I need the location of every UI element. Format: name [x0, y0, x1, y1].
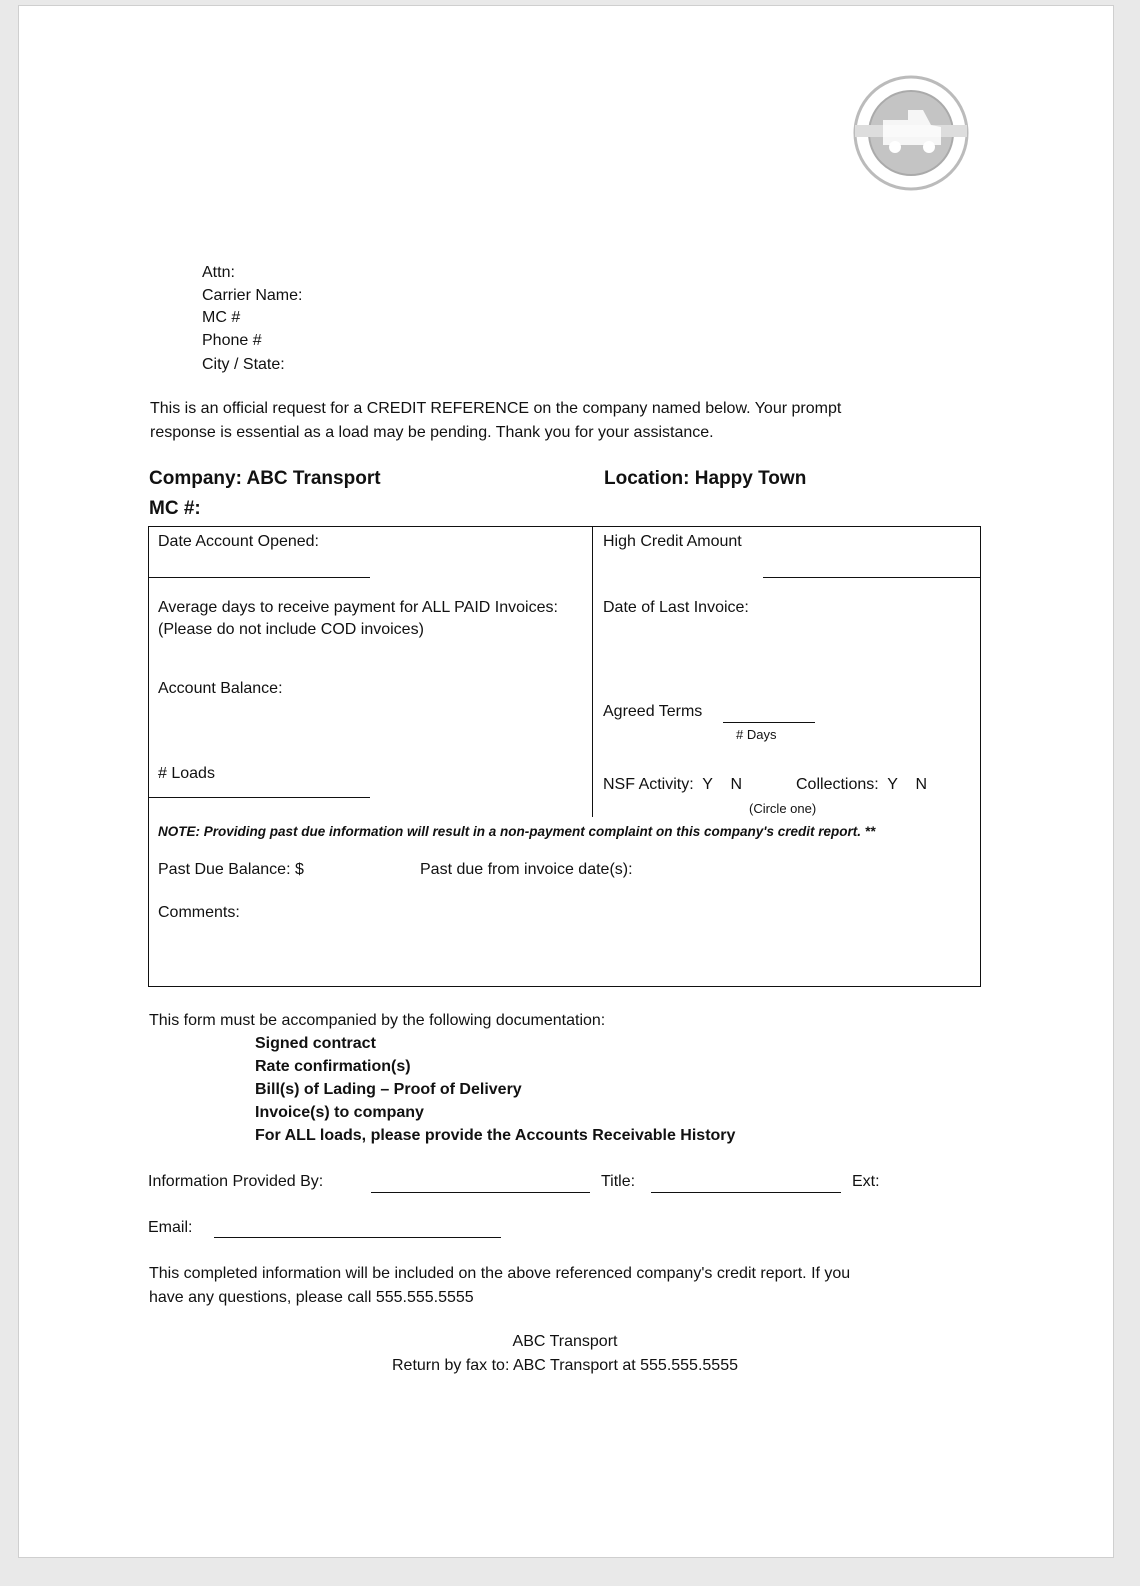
footer-fax: Return by fax to: ABC Transport at 555.555.5555: [392, 1357, 738, 1374]
attn-label: Attn:: [202, 264, 235, 281]
city-state-label: City / State:: [202, 356, 285, 373]
past-due-note: NOTE: Providing past due information will result in a non-payment complaint on this company's credit report. **: [158, 824, 876, 839]
mc-label: MC #: [202, 309, 241, 326]
ext-label: Ext:: [852, 1173, 880, 1190]
provided-by-field[interactable]: [371, 1192, 590, 1193]
past-due-balance-label: Past Due Balance: $: [158, 861, 304, 878]
company-name: Company: ABC Transport: [149, 468, 381, 489]
doc-item: Bill(s) of Lading – Proof of Delivery: [255, 1081, 522, 1098]
agreed-terms-label: Agreed Terms: [603, 703, 703, 720]
high-credit-field[interactable]: [763, 577, 980, 578]
date-opened-field[interactable]: [149, 577, 370, 578]
credit-reference-form: [148, 526, 981, 987]
closing-line-1: This completed information will be included on the above referenced company's credit report. If you: [149, 1265, 851, 1282]
form-divider: [592, 526, 593, 817]
doc-item: Signed contract: [255, 1035, 376, 1052]
loads-label: # Loads: [158, 765, 215, 782]
title-label: Title:: [601, 1173, 636, 1190]
nsf-activity[interactable]: NSF Activity: Y N: [603, 776, 742, 793]
company-location: Location: Happy Town: [604, 468, 807, 489]
avg-days-label: Average days to receive payment for ALL PAID Invoices:: [158, 599, 558, 616]
footer-company: ABC Transport: [512, 1333, 618, 1350]
doc-item: For ALL loads, please provide the Accounts Receivable History: [255, 1127, 736, 1144]
closing-line-2: have any questions, please call 555.555.5555: [149, 1289, 474, 1306]
doc-item: Rate confirmation(s): [255, 1058, 411, 1075]
intro-line-2: response is essential as a load may be pending. Thank you for your assistance.: [150, 424, 714, 441]
provided-by-label: Information Provided By:: [148, 1173, 324, 1190]
loads-field[interactable]: [149, 797, 370, 798]
company-mc: MC #:: [149, 498, 201, 519]
comments-label: Comments:: [158, 904, 240, 921]
doc-item: Invoice(s) to company: [255, 1104, 424, 1121]
email-label: Email:: [148, 1219, 193, 1236]
last-invoice-label: Date of Last Invoice:: [603, 599, 749, 616]
email-field[interactable]: [214, 1237, 501, 1238]
docs-intro: This form must be accompanied by the following documentation:: [149, 1012, 606, 1029]
agreed-terms-field[interactable]: [723, 722, 815, 723]
date-opened-label: Date Account Opened:: [158, 533, 319, 550]
balance-label: Account Balance:: [158, 680, 283, 697]
high-credit-label: High Credit Amount: [603, 533, 742, 550]
collections[interactable]: Collections: Y N: [796, 776, 928, 793]
circle-one-hint: (Circle one): [749, 801, 817, 816]
company-seal-logo: [853, 75, 969, 191]
avg-days-note: (Please do not include COD invoices): [158, 621, 424, 638]
title-field[interactable]: [651, 1192, 841, 1193]
intro-line-1: This is an official request for a CREDIT REFERENCE on the company named below. Your prompt: [150, 400, 842, 417]
days-label: # Days: [736, 727, 777, 742]
past-due-from-label: Past due from invoice date(s):: [420, 861, 633, 878]
carrier-name-label: Carrier Name:: [202, 287, 303, 304]
phone-label: Phone #: [202, 332, 262, 349]
